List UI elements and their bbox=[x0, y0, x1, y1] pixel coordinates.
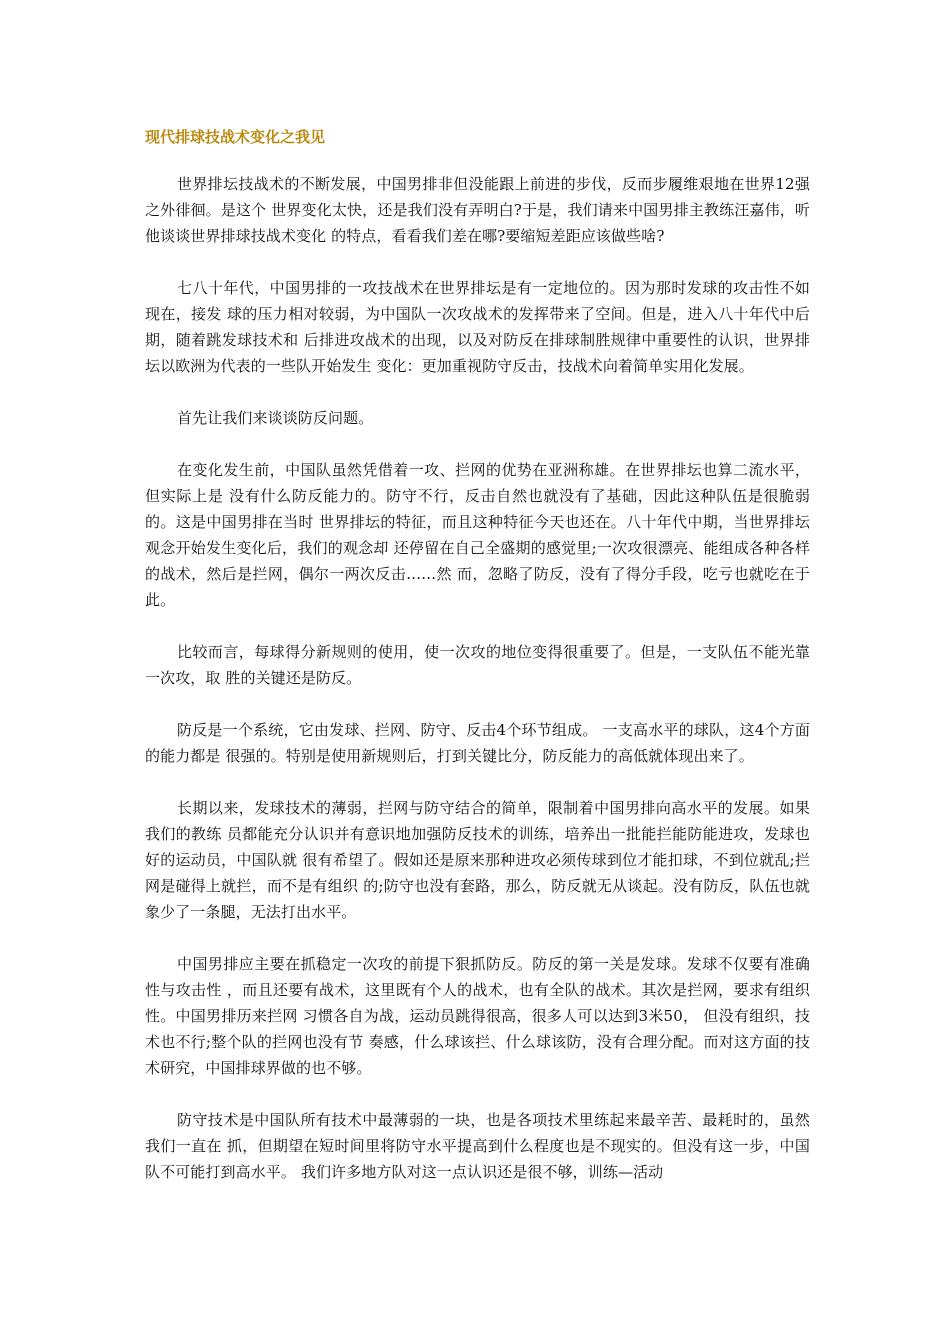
paragraph-1: 世界排坛技战术的不断发展，中国男排非但没能跟上前进的步伐，反而步履维艰地在世界12强之外徘徊。是这个 世界变化太快，还是我们没有弄明白?于是，我们请来中国男排主教练汪嘉伟，听他谈谈世界排球技战术变化 的特点，看看我们差在哪?要缩短差距应该做些啥? bbox=[145, 175, 810, 245]
paragraph-8: 中国男排应主要在抓稳定一次攻的前提下狠抓防反。防反的第一关是发球。发球不仅要有准确性与攻击性 ，而且还要有战术，这里既有个人的战术，也有全队的战术。其次是拦网，要求有组织性。中国男排历来拦网 习惯各自为战，运动员跳得很高，很多人可以达到3米50， 但没有组织，技术也不行;整个队的拦网也没有节 奏感，什么球该拦、什么球该防，没有合理分配。而对这方面的技术研究，中国排球界做的也不够。 bbox=[145, 955, 810, 1077]
paragraph-7: 长期以来，发球技术的薄弱，拦网与防守结合的简单，限制着中国男排向高水平的发展。如果我们的教练 员都能充分认识并有意识地加强防反技术的训练，培养出一批能拦能防能进攻，发球也好的运动员，中国队就 很有希望了。假如还是原来那种进攻必须传球到位才能扣球，不到位就乱;拦网是碰得上就拦，而不是有组织 的;防守也没有套路，那么，防反就无从谈起。没有防反，队伍也就象少了一条腿，无法打出水平。 bbox=[145, 799, 810, 921]
paragraph-5: 比较而言，每球得分新规则的使用，使一次攻的地位变得很重要了。但是，一支队伍不能光靠一次攻，取 胜的关键还是防反。 bbox=[145, 643, 810, 687]
paragraph-3: 首先让我们来谈谈防反问题。 bbox=[177, 409, 374, 427]
article-body bbox=[145, 126, 810, 1211]
paragraph-4: 在变化发生前，中国队虽然凭借着一攻、拦网的优势在亚洲称雄。在世界排坛也算二流水平，但实际上是 没有什么防反能力的。防守不行，反击自然也就没有了基础，因此这种队伍是很脆弱的。这是中国男排在当时 世界排坛的特征，而且这种特征今天也还在。八十年代中期，当世界排坛观念开始发生变化后，我们的观念却 还停留在自己全盛期的感觉里;一次攻很漂亮、能组成各种各样的战术，然后是拦网，偶尔一两次反击……然 而，忽略了防反，没有了得分手段，吃亏也就吃在于此。 bbox=[145, 461, 810, 609]
paragraph-9: 防守技术是中国队所有技术中最薄弱的一块，也是各项技术里练起来最辛苦、最耗时的，虽然我们一直在 抓，但期望在短时间里将防守水平提高到什么程度也是不现实的。但没有这一步，中国队不可能打到高水平。 我们许多地方队对这一点认识还是很不够，训练—活动 bbox=[145, 1111, 810, 1181]
paragraph-2: 七八十年代，中国男排的一攻技战术在世界排坛是有一定地位的。因为那时发球的攻击性不如现在，接发 球的压力相对较弱，为中国队一次攻战术的发挥带来了空间。但是，进入八十年代中后期，随着跳发球技术和 后排进攻战术的出现，以及对防反在排球制胜规律中重要性的认识，世界排坛以欧洲为代表的一些队开始发生 变化：更加重视防守反击，技战术向着简单实用化发展。 bbox=[145, 279, 810, 375]
article-title: 现代排球技战术变化之我见 bbox=[145, 128, 326, 146]
paragraph-6: 防反是一个系统，它由发球、拦网、防守、反击4个环节组成。 一支高水平的球队，这4个方面的能力都是 很强的。特别是使用新规则后，打到关键比分，防反能力的高低就体现出来了。 bbox=[145, 721, 810, 765]
